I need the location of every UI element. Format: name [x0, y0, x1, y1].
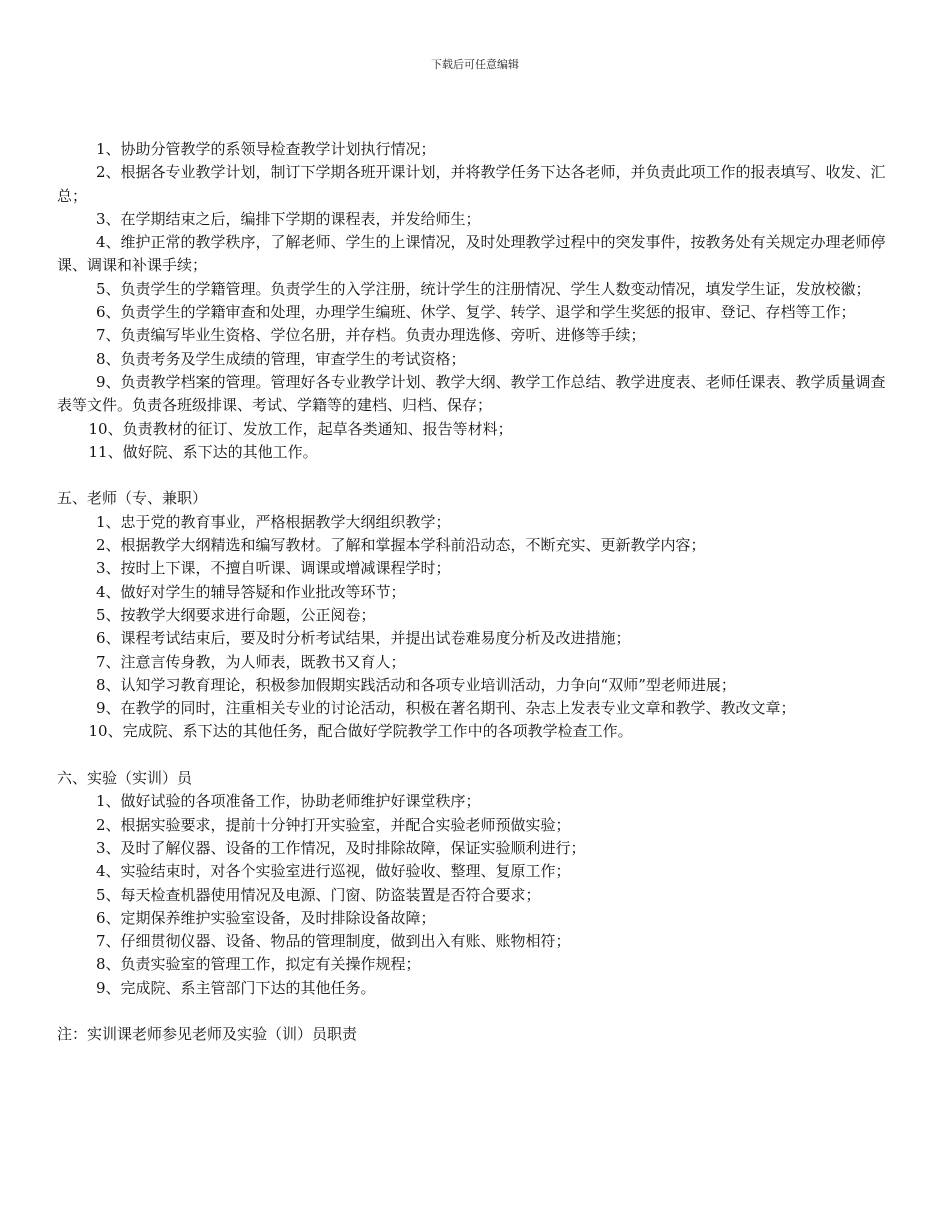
list-item: 10、完成院、系下达的其他任务，配合做好学院教学工作中的各项教学检查工作。: [88, 722, 633, 741]
list-item: 3、按时上下课，不擅自听课、调课或增减课程学时；: [96, 559, 451, 578]
section-heading: 六、实验（实训）员: [57, 769, 193, 788]
list-item: 4、实验结束时，对各个实验室进行巡视，做好验收、整理、复原工作；: [96, 862, 571, 881]
list-item: 3、在学期结束之后，编排下学期的课程表，并发给师生；: [96, 209, 481, 228]
list-item: 2、根据各专业教学计划，制订下学期各班开课计划，并将教学任务下达各老师，并负责此项工作的报表填写、收发、汇总；: [57, 163, 886, 205]
list-item: 7、注意言传身教，为人师表，既教书又育人；: [96, 652, 406, 671]
list-item: 2、根据教学大纲精选和编写教材。了解和掌握本学科前沿动态，不断充实、更新教学内容；: [96, 536, 706, 555]
section-4-list: [57, 138, 897, 464]
list-item: 6、课程考试结束后，要及时分析考试结果，并提出试卷难易度分析及改进措施；: [96, 629, 631, 648]
list-item: 5、按教学大纲要求进行命题，公正阅卷；: [96, 605, 376, 624]
list-item: 6、负责学生的学籍审查和处理，办理学生编班、休学、复学、转学、退学和学生奖惩的报审、登记、存档等工作；: [96, 303, 856, 322]
list-item: 9、完成院、系主管部门下达的其他任务。: [96, 978, 376, 997]
section-heading: 五、老师（专、兼职）: [57, 489, 208, 508]
section-5: [57, 487, 897, 743]
list-item: 4、维护正常的教学秩序，了解老师、学生的上课情况，及时处理教学过程中的突发事件，按教务处有关规定办理老师停课、调课和补课手续；: [57, 233, 886, 275]
list-item: 9、在教学的同时，注重相关专业的讨论活动，积极在著名期刊、杂志上发表专业文章和教学、教改文章；: [96, 699, 796, 718]
list-item: 6、定期保养维护实验室设备，及时排除设备故障；: [96, 908, 436, 927]
list-item: 7、仔细贯彻仪器、设备、物品的管理制度，做到出入有账、账物相符；: [96, 932, 571, 951]
list-item: 1、协助分管教学的系领导检查教学计划执行情况；: [96, 140, 436, 158]
list-item: 8、负责实验室的管理工作，拟定有关操作规程；: [96, 955, 421, 974]
list-item: 4、做好对学生的辅导答疑和作业批改等环节；: [96, 582, 406, 601]
list-item: 10、负责教材的征订、发放工作，起草各类通知、报告等材料；: [88, 419, 513, 438]
section-6: [57, 767, 897, 1000]
list-item: 5、负责学生的学籍管理。负责学生的入学注册，统计学生的注册情况、学生人数变动情况，填发学生证，发放校徽；: [96, 279, 871, 298]
list-item: 1、忠于党的教育事业，严格根据教学大纲组织教学；: [96, 512, 451, 531]
document-body: [57, 138, 897, 1047]
list-item: 8、负责考务及学生成绩的管理，审查学生的考试资格；: [96, 349, 466, 368]
list-item: 7、负责编写毕业生资格、学位名册，并存档。负责办理选修、旁听、进修等手续；: [96, 326, 646, 345]
list-item: 11、做好院、系下达的其他工作。: [88, 442, 318, 461]
list-item: 5、每天检查机器使用情况及电源、门窗、防盗装置是否符合要求；: [96, 885, 541, 904]
list-item: 8、认知学习教育理论，积极参加假期实践活动和各项专业培训活动，力争向“双师”型老师进展；: [96, 675, 736, 694]
list-item: 3、及时了解仪器、设备的工作情况，及时排除故障，保证实验顺利进行；: [96, 838, 586, 857]
page-header: 下载后可任意编辑: [431, 58, 519, 71]
list-item: 9、负责教学档案的管理。管理好各专业教学计划、教学大纲、教学工作总结、教学进度表、老师任课表、教学质量调查表等文件。负责各班级排课、考试、学籍等的建档、归档、保存；: [57, 372, 886, 415]
list-item: 1、做好试验的各项准备工作，协助老师维护好课堂秩序；: [96, 792, 481, 811]
list-item: 2、根据实验要求，提前十分钟打开实验室，并配合实验老师预做实验；: [96, 815, 571, 834]
footnote: 注：实训课老师参见老师及实验（训）员职责: [57, 1025, 358, 1044]
